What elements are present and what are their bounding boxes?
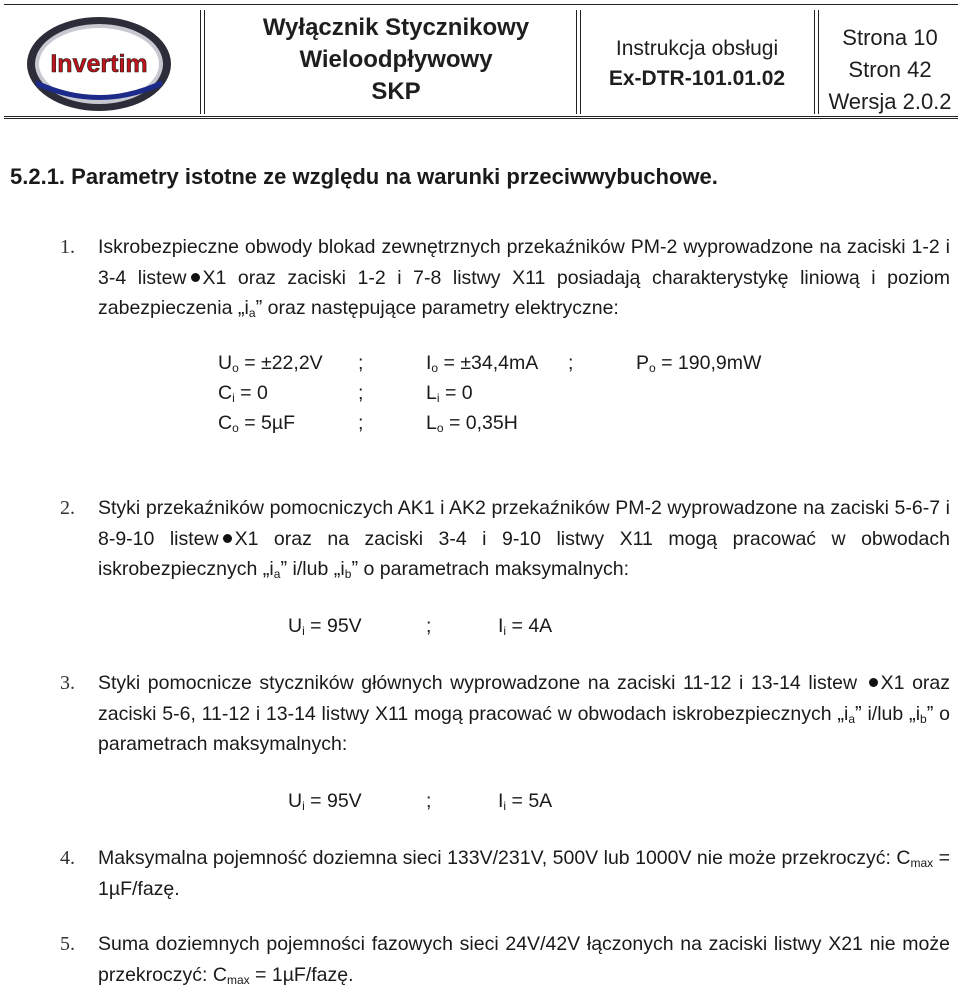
- item-text-part: Iskrobezpieczne obwody blokad zewnętrznych przekaźników PM-2 wyprowadzone na zaciski 1-2 i 3-4 listew: [98, 236, 950, 289]
- item-text-part: = 1µF/fazę.: [249, 963, 354, 986]
- param-separator: ;: [358, 382, 364, 404]
- circuit-label: i: [269, 558, 274, 580]
- circuit-label: i: [340, 558, 345, 580]
- item-text-part: X1 oraz zaciski 5-6, 11-12 i 13-14 listwy X11 mogą pracować w obwodach iskrobezpiecznych: [98, 672, 951, 725]
- param-separator: ;: [568, 352, 574, 374]
- title-line-2: Wieloodpływowy: [299, 46, 493, 73]
- page-info: [820, 22, 960, 118]
- item-text-part: X1 oraz na zaciski 3-4 i 9-10 listwy X11 mogą pracować w obwodach iskrobezpiecznych: [98, 527, 950, 580]
- param-li: $L_i = 0$: [426, 382, 473, 405]
- param-ii: $I_i = 4A$: [498, 615, 553, 638]
- item-text-part: i/lub: [292, 558, 329, 580]
- quote-close: ”: [255, 297, 263, 319]
- item-text-part: i/lub: [867, 702, 904, 725]
- header-separator: [814, 10, 819, 114]
- bullet-icon: [191, 273, 200, 282]
- bullet-icon: [223, 534, 232, 543]
- param-row: [288, 611, 688, 641]
- item-text: [98, 929, 950, 990]
- param-ui: $U_i = 95V$: [288, 615, 362, 638]
- circuit-subscript: b: [920, 711, 927, 726]
- param-uo: $U_o = \pm 22,2V$: [218, 352, 323, 375]
- item-text: [98, 493, 950, 585]
- quote-close: ”: [926, 702, 934, 725]
- circuit-label: i: [844, 702, 849, 725]
- bullet-icon: [869, 678, 878, 687]
- title-line-1: Wyłącznik Stycznikowy: [262, 14, 530, 41]
- invertim-logo: [24, 14, 174, 114]
- logo-text: Invertim: [50, 50, 148, 78]
- param-co: $C_o = 5\mu F$: [218, 412, 295, 435]
- list-item-5: [60, 929, 950, 990]
- quote-close: ”: [280, 558, 288, 580]
- item-text: [98, 232, 950, 324]
- document-title: [226, 12, 566, 108]
- quote-open: „: [909, 702, 916, 725]
- subscript-max: max: [910, 856, 934, 870]
- item-text-part: = 1µF/fazę.: [98, 847, 950, 900]
- header-bottom-rule: [4, 116, 958, 122]
- param-row: [218, 378, 838, 408]
- item-3-parameters: [288, 786, 688, 816]
- item-number: 1.: [60, 236, 75, 258]
- subscript-max: max: [226, 972, 250, 987]
- header-separator: [576, 10, 581, 114]
- param-ci: $C_i = 0$: [218, 382, 268, 405]
- quote-open: „: [262, 558, 270, 580]
- item-text-part: X1 oraz zaciski 1-2 i 7-8 listwy X11 posiadają charakterystykę liniową i poziom zabezpieczenia: [98, 266, 950, 319]
- list-item-2: [60, 493, 950, 585]
- instruction-info: [582, 34, 812, 94]
- section-title: 5.2.1. Parametry istotne ze względu na warunki przeciwwybuchowe.: [10, 164, 718, 189]
- param-io: $I_o = \pm 34,4mA$: [426, 352, 539, 375]
- title-line-3: SKP: [371, 78, 421, 105]
- item-text: [98, 668, 950, 760]
- param-separator: ;: [358, 352, 364, 374]
- list-item-1: [60, 232, 950, 324]
- list-item-4: [60, 843, 950, 904]
- header-separator: [200, 10, 205, 114]
- item-text-part: Styki przekaźników pomocniczych AK1 i AK2 przekaźników PM-2 wyprowadzone na zaciski 5-6-7 i 8-9-10 listew: [98, 497, 950, 550]
- version: Wersja 2.0.2: [828, 89, 952, 114]
- pages-total: Stron 42: [848, 57, 932, 82]
- circuit-label: i: [244, 297, 249, 319]
- quote-close: ”: [855, 702, 862, 725]
- param-row: [218, 408, 838, 438]
- param-separator: ;: [358, 412, 364, 434]
- item-number: 3.: [60, 672, 75, 694]
- page-number: Strona 10: [842, 25, 938, 50]
- item-text-part: Suma doziemnych pojemności fazowych sieci 24V/42V łączonych na zaciski listwy X21 nie może przekroczyć: C: [98, 933, 950, 986]
- quote-open: „: [237, 297, 245, 319]
- quote-close: ”: [351, 558, 359, 580]
- item-number: 4.: [60, 847, 75, 869]
- circuit-label: i: [915, 702, 921, 725]
- param-ii: $I_i = 5A$: [498, 790, 553, 813]
- item-number: 5.: [60, 933, 75, 955]
- circuit-subscript: a: [273, 567, 281, 581]
- circuit-subscript: a: [248, 306, 256, 320]
- quote-open: „: [837, 702, 844, 725]
- param-row: [288, 786, 688, 816]
- quote-open: „: [333, 558, 341, 580]
- param-po: $P_o = 190,9mW$: [636, 352, 762, 375]
- item-2-parameters: [288, 611, 688, 641]
- header-top-rule: [4, 4, 958, 5]
- param-separator: ;: [426, 615, 432, 637]
- item-text: [98, 843, 950, 904]
- item-number: 2.: [60, 497, 75, 519]
- item-text-part: o parametrach maksymalnych:: [98, 702, 951, 755]
- document-header: [4, 4, 958, 122]
- param-lo: $L_o = 0,35H$: [426, 412, 518, 435]
- item-text-part: o parametrach maksymalnych:: [363, 558, 630, 580]
- item-text-part: oraz następujące parametry elektryczne:: [267, 297, 619, 319]
- instruction-label: Instrukcja obsługi: [615, 37, 779, 60]
- instruction-code: Ex-DTR-101.01.02: [608, 67, 786, 90]
- list-item-3: [60, 668, 950, 760]
- circuit-subscript: b: [344, 567, 352, 581]
- item-1-parameters: [218, 348, 838, 438]
- param-ui: $U_i = 95V$: [288, 790, 362, 813]
- item-text-part: Maksymalna pojemność doziemna sieci 133V/231V, 500V lub 1000V nie może przekroczyć: C: [98, 847, 911, 869]
- circuit-subscript: a: [848, 711, 856, 726]
- item-text-part: Styki pomocnicze styczników głównych wyprowadzone na zaciski 11-12 i 13-14 listew: [98, 672, 858, 694]
- param-separator: ;: [426, 790, 432, 812]
- param-row: [218, 348, 838, 378]
